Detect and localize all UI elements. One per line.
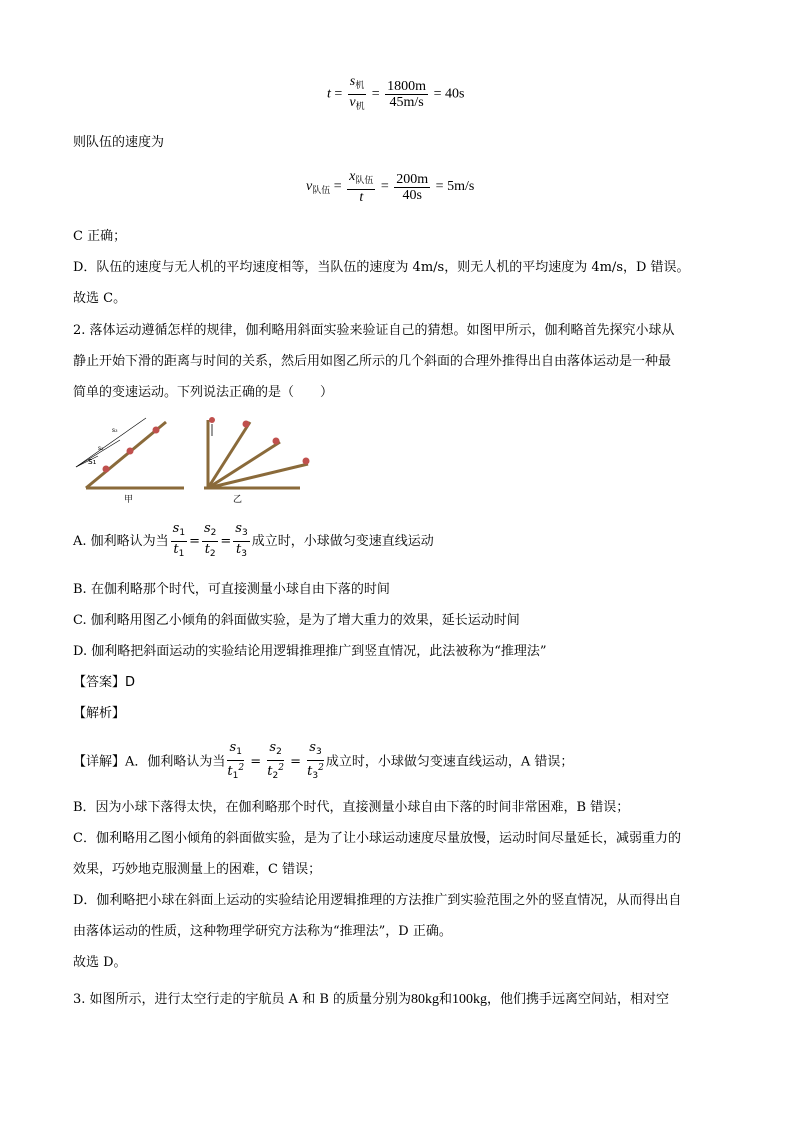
figure-jia	[76, 418, 184, 488]
detail-c: C．伽利略用乙图小倾角的斜面做实验，是为了让小球运动速度尽量放慢，运动时间尽量延长，减弱重力的	[73, 831, 681, 846]
question-stem: 静止开始下滑的距离与时间的关系，然后用如图乙所示的几个斜面的合理外推得出自由落体运动是一种最	[73, 354, 672, 369]
ball-icon	[273, 438, 280, 445]
detail-b: B．因为小球下落得太快，在伽利略那个时代，直接测量小球自由下落的时间非常困难，B 错误；	[73, 800, 630, 815]
label-s1: s₁	[88, 457, 97, 467]
text-line: 则队伍的速度为	[73, 135, 165, 150]
equation-velocity: $v_{队伍}$ = $\frac{x_{队伍}}{t}$ = $\frac{200m}{40s}$ = 5m/s	[306, 169, 475, 205]
detail-a: 【详解】A．伽利略认为当 $\frac{s_1}{t_1^2}$ = $\frac{s_2}{t_2^2}$ = $\frac{s_3}{t_3^2}$ 成立时，小球做匀变速直线运动，A 错误；	[73, 740, 574, 781]
text-line: C 正确；	[73, 229, 127, 244]
ball-icon	[127, 448, 134, 455]
equation-time: t = $\frac{s_机}{v_机}$ = $\frac{1800m}{45m/s}$ = 40s	[327, 74, 465, 112]
ball-icon	[103, 466, 110, 473]
question-stem: 2. 落体运动遵循怎样的规律，伽利略用斜面实验来验证自己的猜想。如图甲所示，伽利略首先探究小球从	[73, 323, 675, 338]
ball-icon	[209, 417, 215, 423]
text-line: 故选 C。	[73, 291, 127, 306]
text-line: D．队伍的速度与无人机的平均速度相等，当队伍的速度为 4m/s，则无人机的平均速度为 4m/s，D 错误。	[73, 260, 690, 275]
detail-d: 由落体运动的性质，这种物理学研究方法称为“推理法”，D 正确。	[73, 924, 452, 939]
question-stem: 简单的变速运动。下列说法正确的是（ ）	[73, 385, 334, 400]
label-s3: s₃	[112, 427, 118, 434]
label-s2: s₂	[98, 445, 104, 452]
ball-icon	[243, 421, 250, 428]
caption-yi: 乙	[233, 495, 243, 505]
option-b: B. 在伽利略那个时代，可直接测量小球自由下落的时间	[73, 582, 390, 597]
question-3: 3. 如图所示，进行太空行走的宇航员 A 和 B 的质量分别为80kg和100kg，他们携手远离空间站，相对空	[73, 992, 670, 1007]
option-c: C. 伽利略用图乙小倾角的斜面做实验，是为了增大重力的效果，延长运动时间	[73, 613, 520, 628]
ball-icon	[153, 427, 160, 434]
option-d: D. 伽利略把斜面运动的实验结论用逻辑推理推广到竖直情况，此法被称为“推理法”	[73, 644, 547, 659]
detail-d: D．伽利略把小球在斜面上运动的实验结论用逻辑推理的方法推广到实验范围之外的竖直情况，从而得出自	[73, 893, 682, 908]
ball-icon	[303, 458, 310, 465]
final-answer: 故选 D。	[73, 955, 127, 970]
answer-label: 【答案】D	[73, 675, 136, 690]
caption-jia: 甲	[124, 495, 134, 505]
analysis-label: 【解析】	[73, 706, 126, 721]
detail-c: 效果，巧妙地克服测量上的困难，C 错误；	[73, 862, 322, 877]
option-a: A. 伽利略认为当 $\frac{s_1}{t_1}$ = $\frac{s_2}{t_2}$ = $\frac{s_3}{t_3}$ 成立时，小球做匀变速直线运动	[73, 521, 434, 559]
figure-yi	[204, 417, 310, 488]
incline-figure	[68, 412, 328, 507]
